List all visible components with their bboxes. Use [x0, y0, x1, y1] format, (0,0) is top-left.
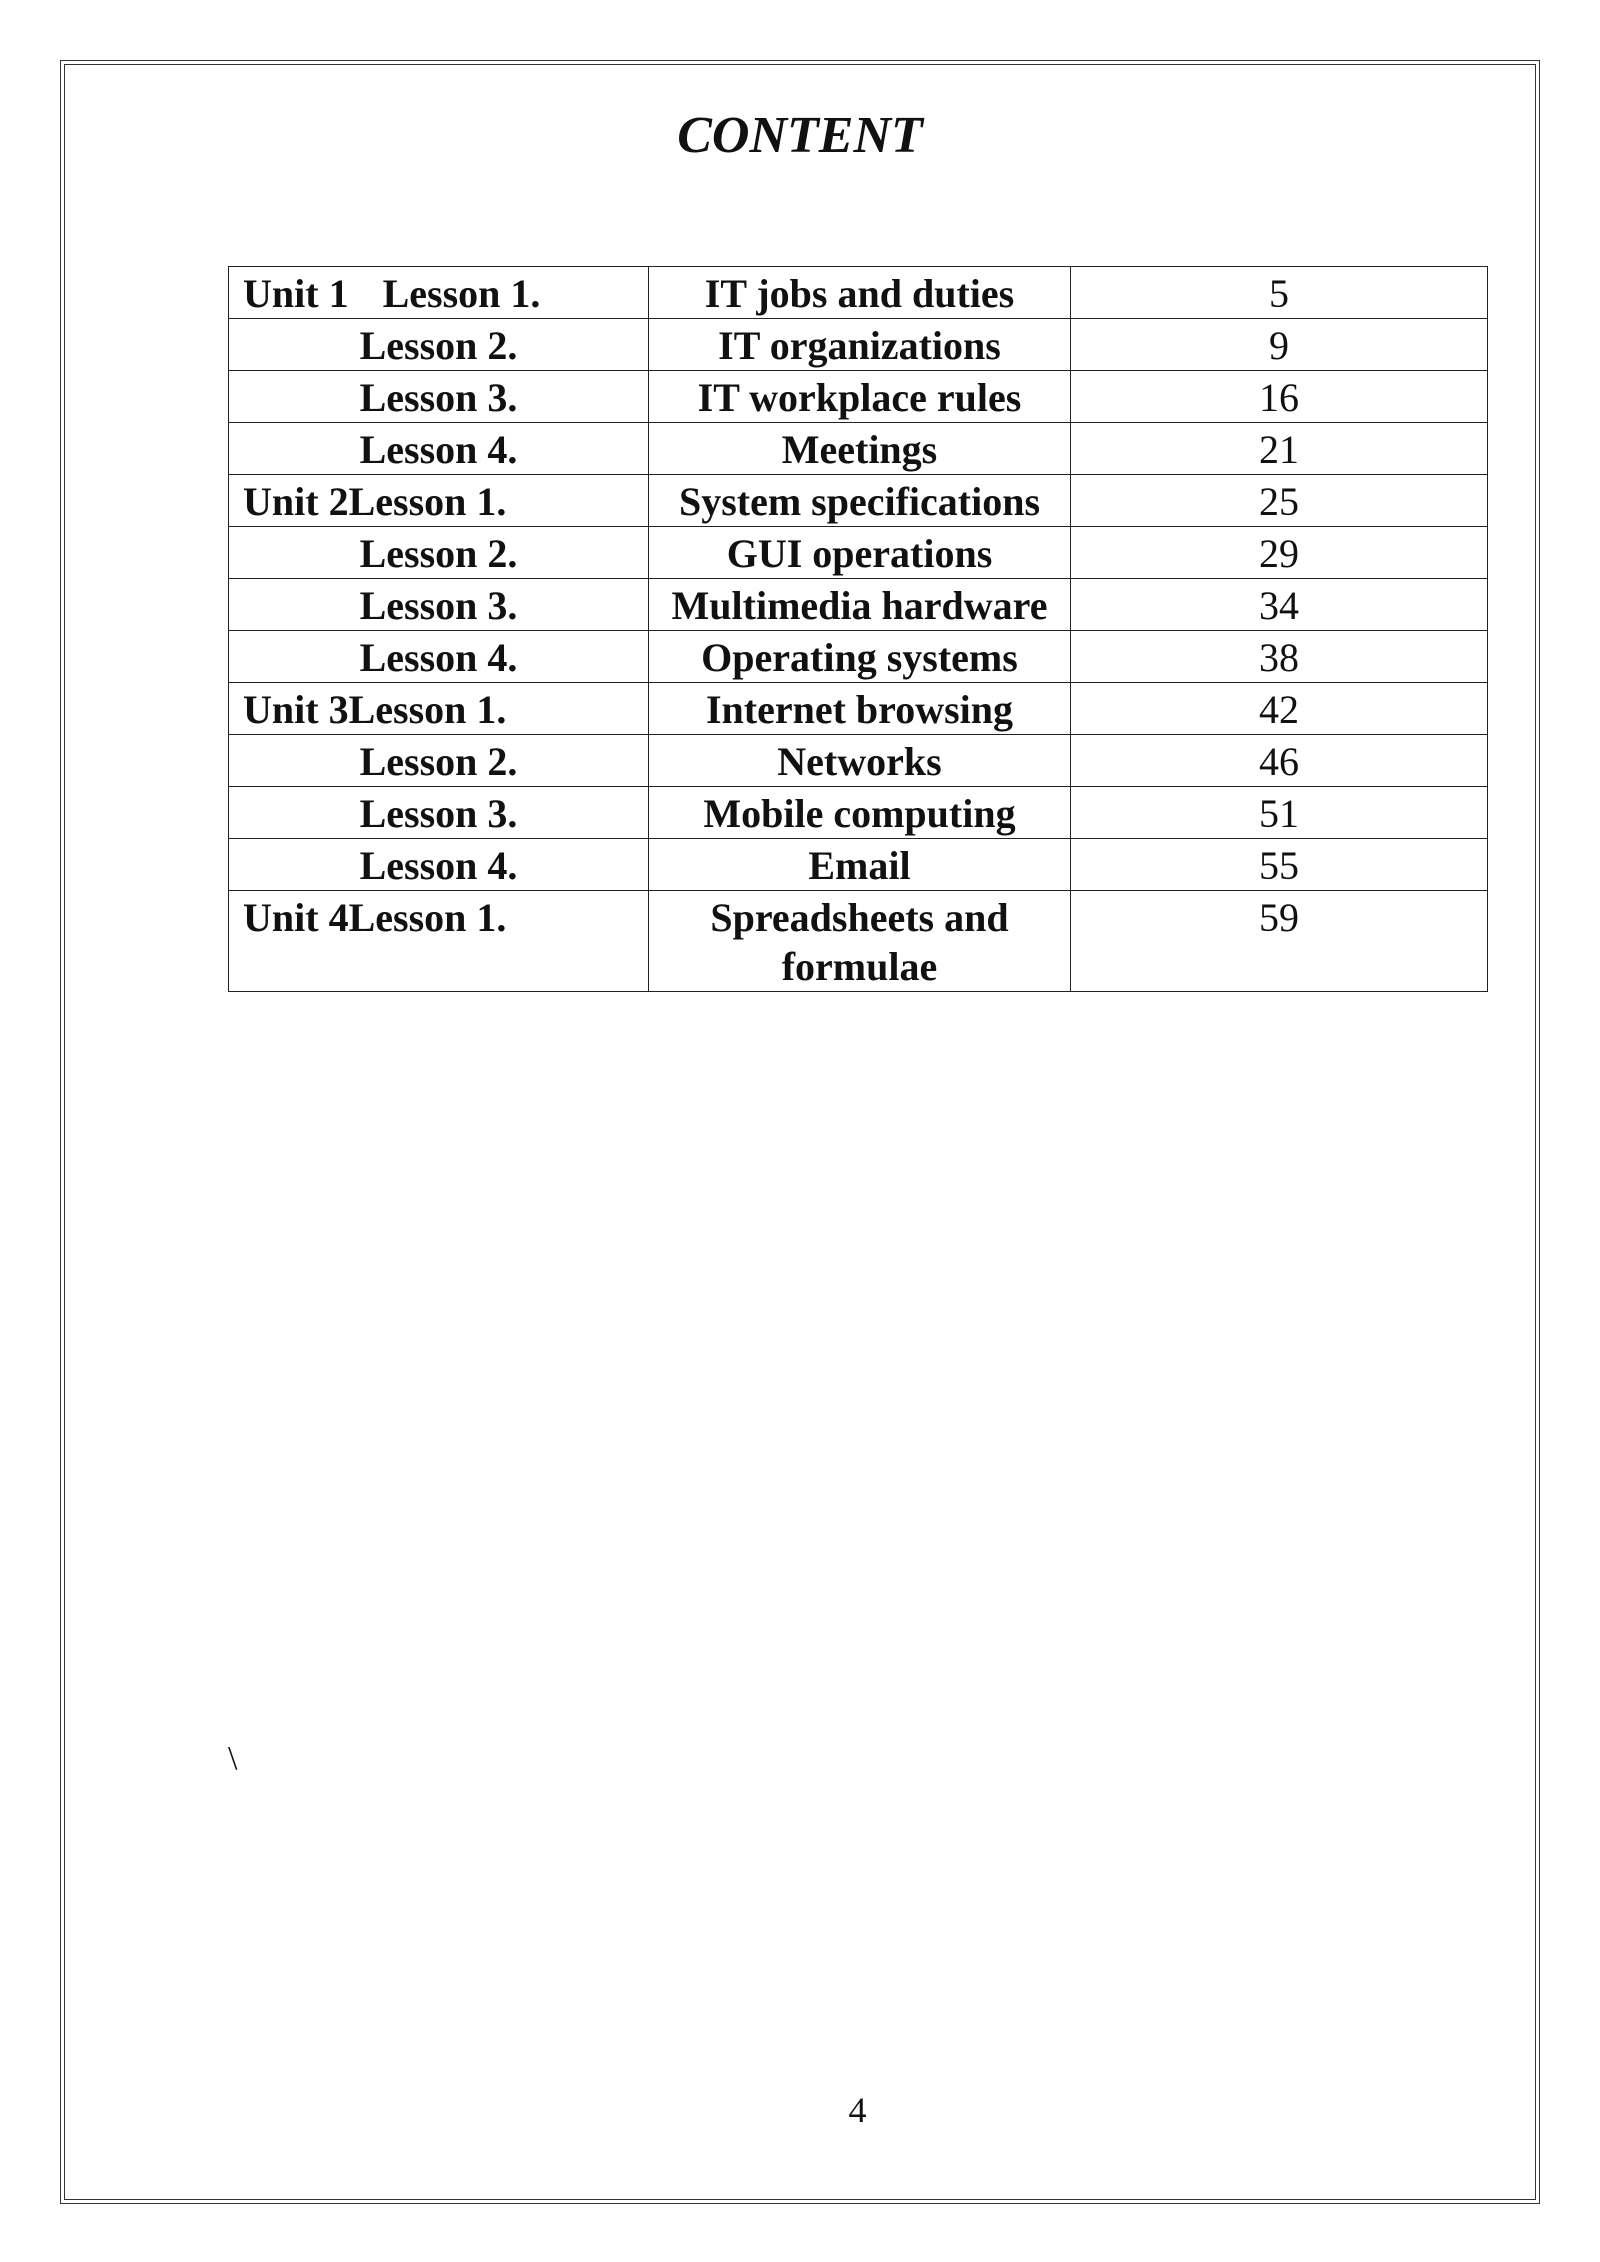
- page-ref-cell: 59: [1071, 891, 1488, 992]
- unit-label: Unit 4: [243, 895, 349, 940]
- lesson-cell: [229, 267, 649, 319]
- page-ref-cell: 42: [1071, 683, 1488, 735]
- contents-row: [229, 631, 1488, 683]
- topic-cell: Operating systems: [649, 631, 1071, 683]
- topic-cell: Multimedia hardware: [649, 579, 1071, 631]
- contents-row: [229, 787, 1488, 839]
- lesson-label: Lesson 1.: [382, 271, 541, 316]
- topic-cell: Mobile computing: [649, 787, 1071, 839]
- lesson-cell: [229, 683, 649, 735]
- unit-label: Unit 1: [243, 271, 349, 316]
- page-ref-cell: 16: [1071, 371, 1488, 423]
- contents-row: [229, 527, 1488, 579]
- topic-cell: System specifications: [649, 475, 1071, 527]
- page-ref-cell: 5: [1071, 267, 1488, 319]
- lesson-label: Lesson 1.: [348, 479, 507, 524]
- lesson-label: Lesson 3.: [359, 791, 518, 836]
- contents-row: [229, 423, 1488, 475]
- topic-cell: Email: [649, 839, 1071, 891]
- topic-cell: IT organizations: [649, 319, 1071, 371]
- lesson-cell: [229, 787, 649, 839]
- stray-backslash: \: [228, 1740, 238, 1777]
- contents-table: [228, 266, 1488, 992]
- contents-table-body: [229, 267, 1488, 992]
- lesson-label: Lesson 4.: [359, 843, 518, 888]
- lesson-label: Lesson 1.: [348, 895, 507, 940]
- lesson-cell: [229, 891, 649, 992]
- page-ref-cell: 25: [1071, 475, 1488, 527]
- lesson-label: Lesson 1.: [348, 687, 507, 732]
- lesson-label: Lesson 4.: [359, 635, 518, 680]
- contents-row: [229, 683, 1488, 735]
- lesson-cell: [229, 423, 649, 475]
- page-ref-cell: 34: [1071, 579, 1488, 631]
- lesson-cell: [229, 579, 649, 631]
- lesson-label: Lesson 2.: [359, 323, 518, 368]
- lesson-cell: [229, 735, 649, 787]
- lesson-cell: [229, 371, 649, 423]
- topic-cell: Internet browsing: [649, 683, 1071, 735]
- unit-label: Unit 2: [243, 479, 349, 524]
- page-ref-cell: 38: [1071, 631, 1488, 683]
- page-ref-cell: 51: [1071, 787, 1488, 839]
- page-ref-cell: 55: [1071, 839, 1488, 891]
- lesson-cell: [229, 319, 649, 371]
- topic-cell: Meetings: [649, 423, 1071, 475]
- contents-row: [229, 735, 1488, 787]
- unit-label: Unit 3: [243, 687, 349, 732]
- topic-cell: Spreadsheets and formulae: [649, 891, 1071, 992]
- contents-row: [229, 839, 1488, 891]
- topic-cell: IT workplace rules: [649, 371, 1071, 423]
- contents-row: [229, 475, 1488, 527]
- lesson-label: Lesson 2.: [359, 531, 518, 576]
- contents-row: [229, 319, 1488, 371]
- lesson-label: Lesson 4.: [359, 427, 518, 472]
- lesson-cell: [229, 839, 649, 891]
- page-ref-cell: 21: [1071, 423, 1488, 475]
- page-ref-cell: 9: [1071, 319, 1488, 371]
- page-number: 4: [848, 2090, 867, 2130]
- lesson-label: Lesson 2.: [359, 739, 518, 784]
- page-title: CONTENT: [677, 107, 923, 164]
- contents-row: [229, 267, 1488, 319]
- lesson-cell: [229, 527, 649, 579]
- contents-row: [229, 579, 1488, 631]
- lesson-label: Lesson 3.: [359, 583, 518, 628]
- lesson-cell: [229, 475, 649, 527]
- contents-row: [229, 891, 1488, 992]
- topic-cell: GUI operations: [649, 527, 1071, 579]
- topic-cell: IT jobs and duties: [649, 267, 1071, 319]
- lesson-cell: [229, 631, 649, 683]
- contents-row: [229, 371, 1488, 423]
- topic-cell: Networks: [649, 735, 1071, 787]
- lesson-label: Lesson 3.: [359, 375, 518, 420]
- page-ref-cell: 29: [1071, 527, 1488, 579]
- page-ref-cell: 46: [1071, 735, 1488, 787]
